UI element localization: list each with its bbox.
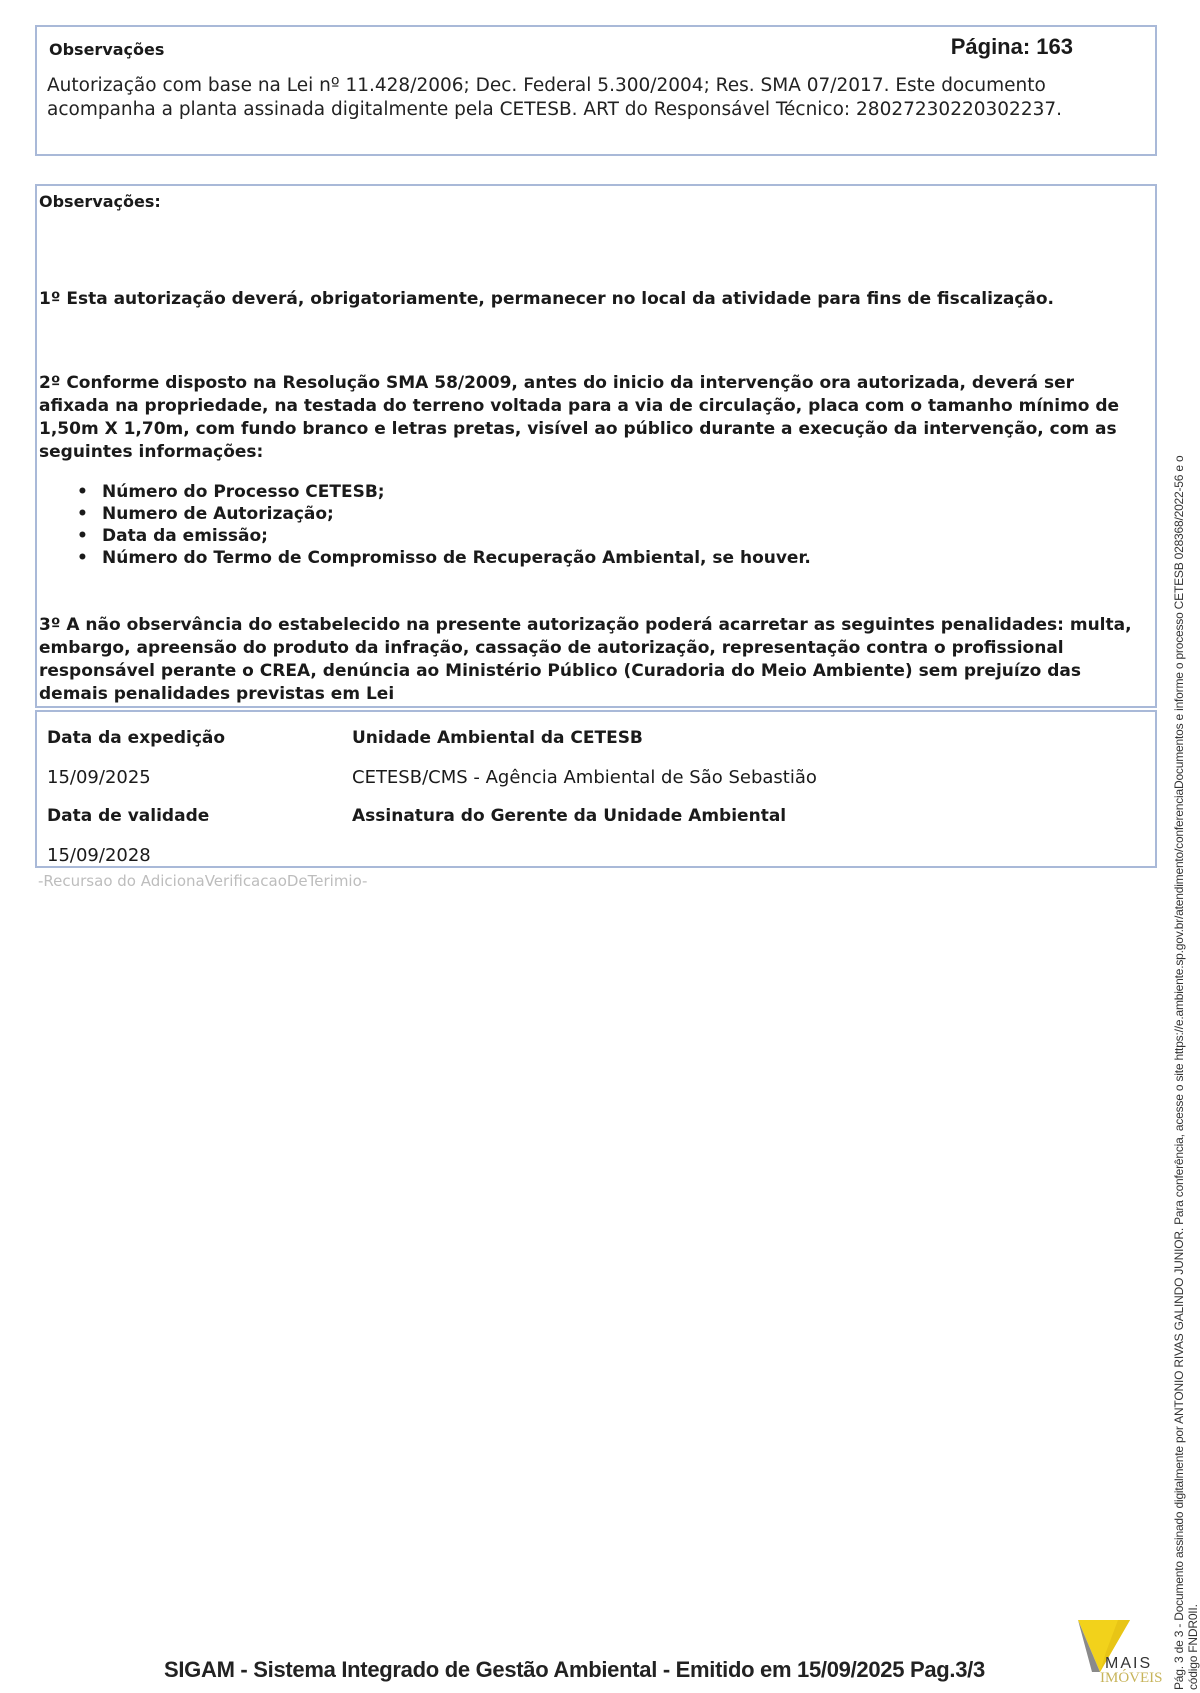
observacoes-title: Observações: bbox=[39, 192, 161, 211]
observation-paragraph-1: 1º Esta autorização deverá, obrigatoriamente, permanecer no local da atividade para fins de fiscalização. bbox=[39, 289, 1055, 309]
observacoes-section bbox=[35, 184, 1157, 708]
mais-imoveis-logo bbox=[1070, 1612, 1200, 1687]
required-info-list bbox=[77, 481, 811, 569]
observation-paragraph-3: 3º A não observância do estabelecido na presente autorização poderá acarretar as seguintes penalidades: multa, embargo, apreensão do produto da infração, cassação de autorização, representação contra o profissional responsável perante o CREA, denúncia ao Ministério Público (Curadoria do Meio Ambiente) sem prejuízo das demais penalidades previstas em Lei bbox=[39, 615, 1132, 704]
list-item: • Data da emissão; bbox=[77, 525, 811, 547]
page-number: Página: 163 bbox=[950, 34, 1073, 59]
environmental-unit-value: CETESB/CMS - Agência Ambiental de São Sebastião bbox=[352, 767, 817, 788]
manager-signature-label: Assinatura do Gerente da Unidade Ambiental bbox=[352, 806, 787, 826]
environmental-unit-label: Unidade Ambiental da CETESB bbox=[352, 728, 643, 748]
observacoes-header-box bbox=[35, 25, 1157, 156]
validity-date-label: Data de validade bbox=[47, 806, 210, 826]
digital-signature-side-note: Pág. 3 de 3 - Documento assinado digitalmente por ANTONIO RIVAS GALINDO JUNIOR. Para conferência, acesse o site https://e.ambiente.sp.gov.br/atendimento/conferenciaDocumentos e informe o processo CETESB 028368/2022-56 e o código FNDR0II. bbox=[1172, 455, 1200, 1690]
observacoes-label: Observações bbox=[49, 40, 165, 59]
expedition-date-label: Data da expedição bbox=[47, 728, 226, 748]
logo-text-imoveis: IMÓVEIS bbox=[1100, 1670, 1163, 1686]
list-item: • Número do Termo de Compromisso de Recuperação Ambiental, se houver. bbox=[77, 547, 811, 569]
logo-text-mais: MAIS bbox=[1105, 1655, 1153, 1672]
authorization-text: Autorização com base na Lei nº 11.428/2006; Dec. Federal 5.300/2004; Res. SMA 07/2017. Este documento acompanha a planta assinada digitalmente pela CETESB. ART do Responsável Técnico: 28027230220302237. bbox=[47, 75, 1063, 120]
list-item: • Numero de Autorização; bbox=[77, 503, 811, 525]
list-item: • Número do Processo CETESB; bbox=[77, 481, 811, 503]
expedition-date-value: 15/09/2025 bbox=[47, 767, 151, 788]
validity-date-value: 15/09/2028 bbox=[47, 845, 151, 866]
footer-text: SIGAM - Sistema Integrado de Gestão Ambiental - Emitido em 15/09/2025 Pag.3/3 bbox=[164, 1657, 985, 1682]
recursao-note: -Recursao do AdicionaVerificacaoDeTerimio- bbox=[38, 872, 368, 890]
observation-paragraph-2: 2º Conforme disposto na Resolução SMA 58/2009, antes do inicio da intervenção ora autorizada, deverá ser afixada na propriedade, na testada do terreno voltada para a via de circulação, placa com o tamanho mínimo de 1,50m X 1,70m, com fundo branco e letras pretas, visível ao público durante a execução da intervenção, com as seguintes informações: bbox=[39, 373, 1120, 462]
issuance-info-box bbox=[35, 710, 1157, 868]
